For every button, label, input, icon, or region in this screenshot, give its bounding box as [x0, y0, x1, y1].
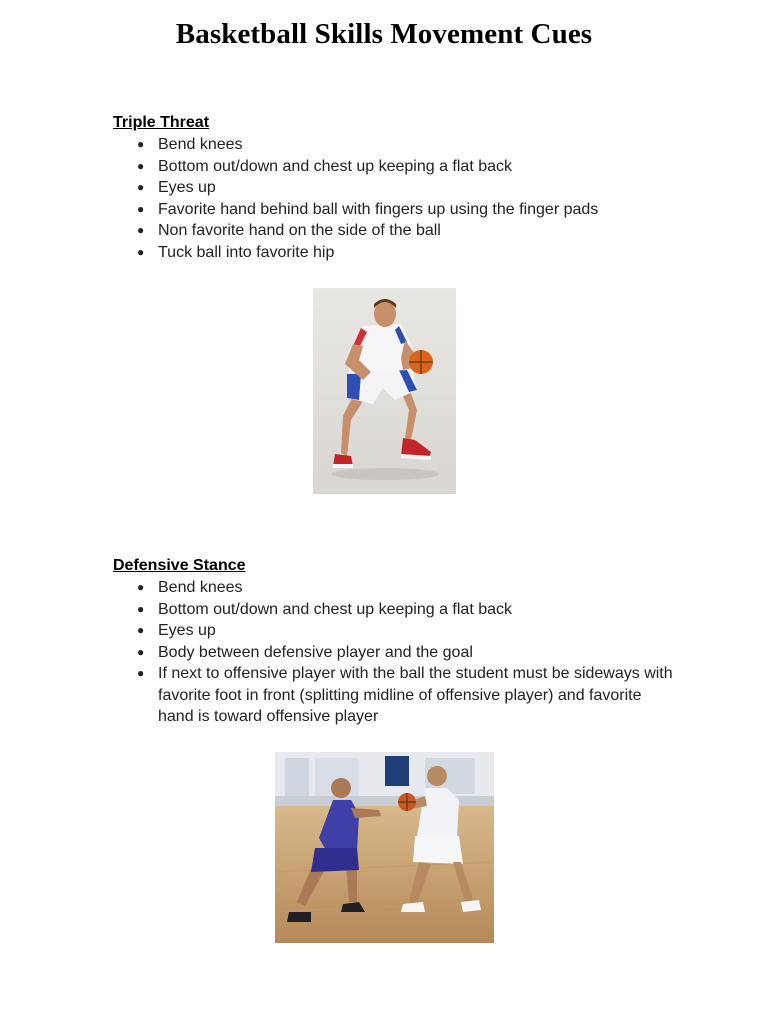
section-defensive-stance — [113, 555, 673, 728]
bullet-icon: ● — [137, 201, 145, 216]
list-item: ● Bend knees — [113, 134, 673, 156]
list-item: ● Favorite hand behind ball with fingers up using the finger pads — [113, 199, 673, 221]
bullet-icon: ● — [137, 580, 145, 594]
cue-list — [113, 577, 673, 728]
list-item: ● Body between defensive player and the goal — [113, 642, 673, 664]
list-item: ● Tuck ball into favorite hip — [113, 242, 673, 264]
bullet-icon: ● — [137, 158, 145, 173]
section-heading: Triple Threat — [113, 114, 210, 131]
triple-threat-photo — [313, 288, 456, 494]
defensive-stance-photo — [275, 752, 494, 943]
bullet-icon: ● — [137, 623, 145, 637]
bullet-icon: ● — [137, 601, 145, 616]
list-item: ● Bottom out/down and chest up keeping a flat back — [113, 599, 673, 621]
list-item: ● If next to offensive player with the ball the student must be sideways with favorite foot in front (splitting midline of offensive player) and favorite hand is toward offensive player — [137, 665, 673, 725]
bullet-icon: ● — [137, 223, 145, 237]
section-heading: Defensive Stance — [113, 557, 246, 574]
bullet-icon: ● — [137, 244, 145, 259]
page-title: Basketball Skills Movement Cues — [175, 18, 593, 50]
list-item: ● Bottom out/down and chest up keeping a flat back — [113, 156, 673, 178]
bullet-icon: ● — [137, 180, 145, 194]
section-triple-threat — [113, 112, 673, 263]
cue-list — [113, 134, 673, 263]
bullet-icon: ● — [137, 137, 145, 151]
bullet-icon: ● — [137, 666, 145, 680]
list-item: ● Eyes up — [113, 177, 673, 199]
list-item: ● Non favorite hand on the side of the ball — [113, 220, 673, 242]
list-item: ● Eyes up — [113, 620, 673, 642]
bullet-icon: ● — [137, 644, 145, 659]
list-item: ● Bend knees — [113, 577, 673, 599]
